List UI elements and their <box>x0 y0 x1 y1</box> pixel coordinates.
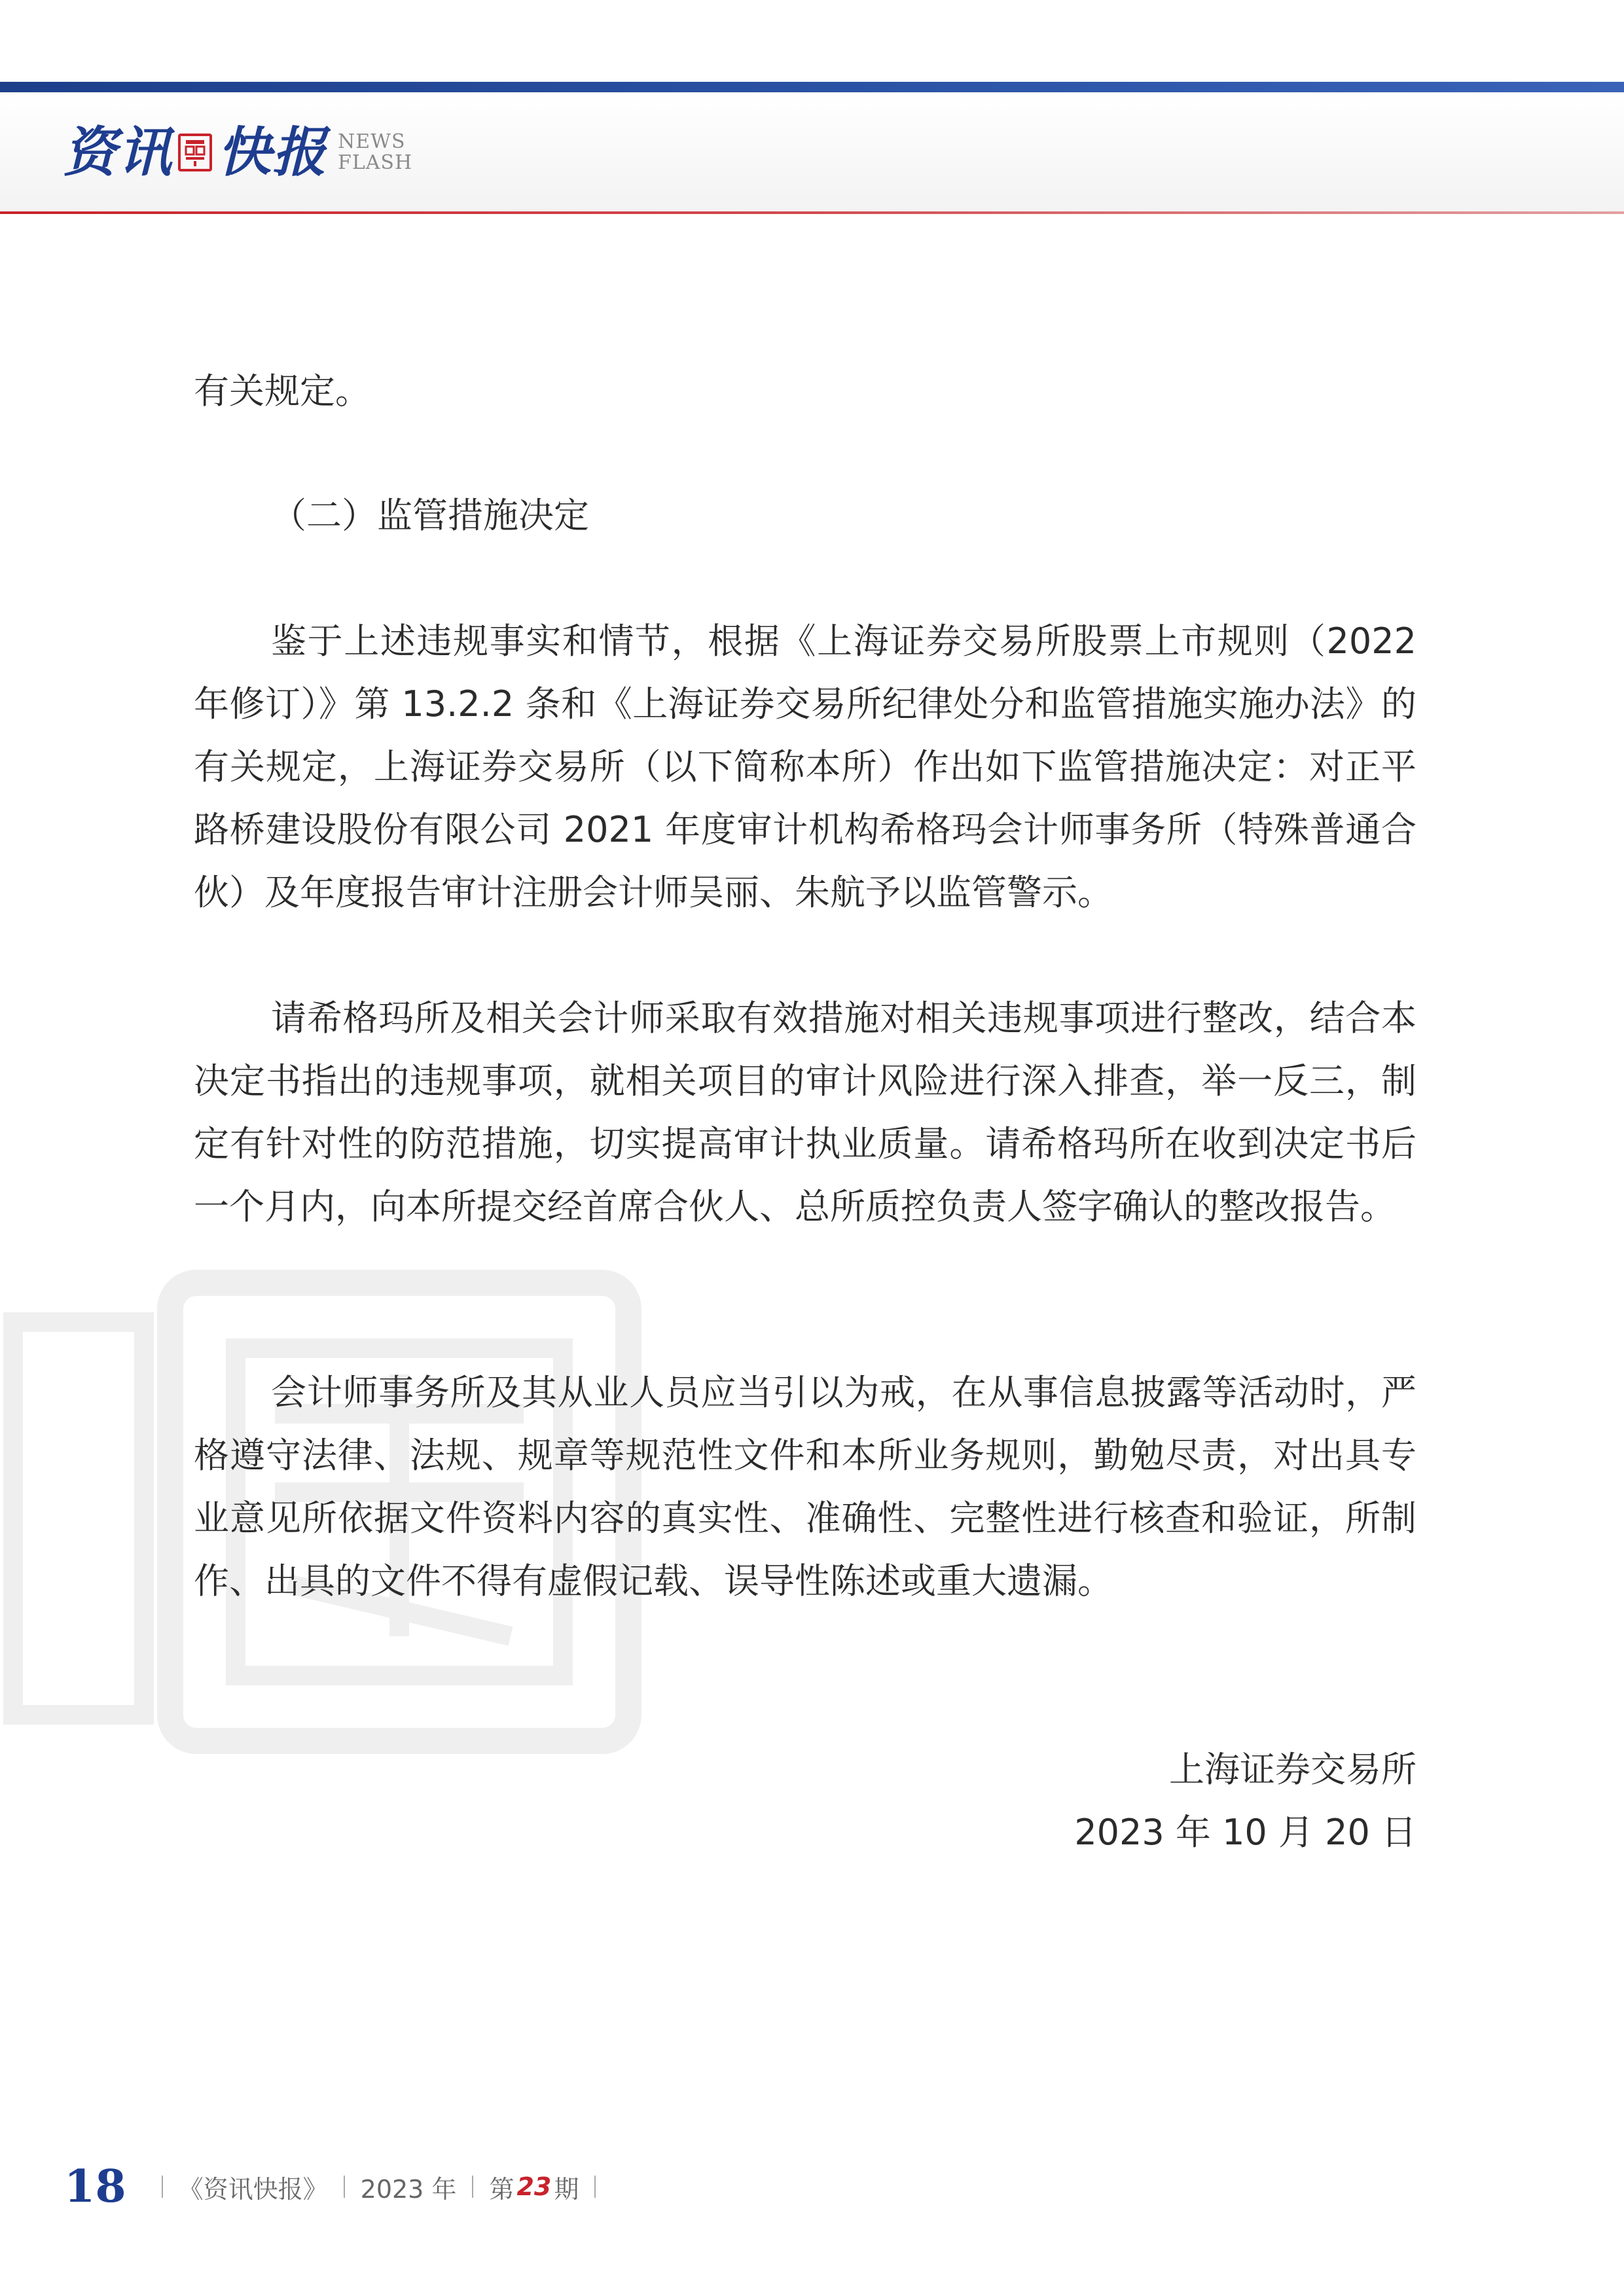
footer-issue-suffix: 期 <box>554 2174 579 2204</box>
page-number: 18 <box>64 2161 126 2213</box>
logo-english-line2: FLASH <box>338 151 413 174</box>
signature-org: 上海证券交易所 <box>1169 1749 1416 1790</box>
footer-separator <box>162 2176 163 2198</box>
page-footer <box>64 2157 611 2216</box>
footer-issue-number: 23 <box>516 2172 552 2201</box>
paragraph-continuation: 有关规定。 <box>194 370 370 412</box>
logo-text-part1: 资讯 <box>63 121 173 184</box>
logo-seal-icon <box>178 134 212 171</box>
logo-english-line1: NEWS <box>338 130 406 153</box>
logo-text-part2: 快报 <box>217 121 327 184</box>
logo-english <box>338 132 412 173</box>
paragraph-warning: 会计师事务所及其从业人员应当引以为戒，在从事信息披露等活动时，严格遵守法律、法规、规章等规范性文件和本所业务规则，勤勉尽责，对出具专业意见所依据文件资料内容的真实性、准确性、完整性进行核查和验证，所制作、出具的文件不得有虚假记载、误导性陈述或重大遗漏。 <box>194 1372 1416 1602</box>
footer-publication: 《资讯快报》 <box>178 2174 328 2204</box>
footer-separator <box>344 2176 345 2198</box>
signature-date: 2023 年 10 月 20 日 <box>1074 1812 1416 1853</box>
footer-separator <box>472 2176 473 2198</box>
header-top-bar <box>0 82 1624 92</box>
header-divider <box>0 211 1624 214</box>
footer-issue-prefix: 第 <box>489 2174 514 2204</box>
footer-separator <box>594 2176 596 2198</box>
footer-year: 2023 年 <box>360 2174 457 2204</box>
paragraph-decision: 鉴于上述违规事实和情节，根据《上海证券交易所股票上市规则（2022年修订）》第 13.2.2 条和《上海证券交易所纪律处分和监管措施实施办法》的有关规定，上海证券交易所（以下简称本所）作出如下监管措施决定：对正平路桥建设股份有限公司 2021 年度审计机构希格玛会计师事务所（特殊普通合伙）及年度报告审计注册会计师吴丽、朱航予以监管警示。 <box>194 620 1416 913</box>
paragraph-rectification: 请希格玛所及相关会计师采取有效措施对相关违规事项进行整改，结合本决定书指出的违规事项，就相关项目的审计风险进行深入排查，举一反三，制定有针对性的防范措施，切实提高审计执业质量。请希格玛所在收到决定书后一个月内，向本所提交经首席合伙人、总所质控负责人签字确认的整改报告。 <box>194 997 1416 1227</box>
publication-logo <box>63 117 412 188</box>
section-heading: （二）监管措施决定 <box>271 495 589 536</box>
